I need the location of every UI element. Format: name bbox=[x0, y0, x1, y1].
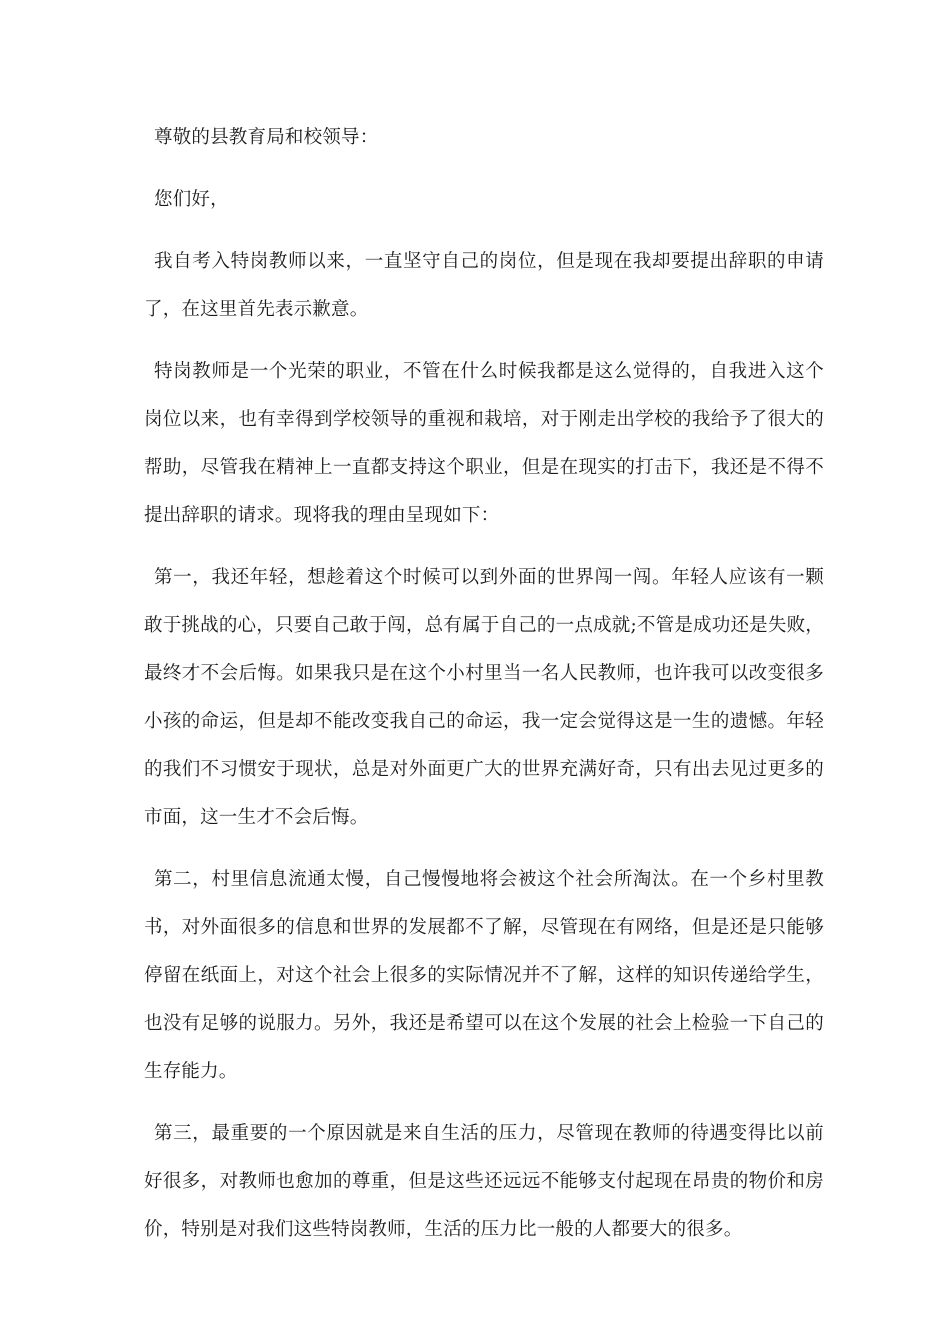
letter-body bbox=[144, 114, 824, 1254]
paragraph-reason-2: 第二，村里信息流通太慢，自己慢慢地将会被这个社会所淘汰。在一个乡村里教书，对外面很多的信息和世界的发展都不了解，尽管现在有网络，但是还是只能够停留在纸面上，对这个社会上很多的实际情况并不了解，这样的知识传递给学生，也没有足够的说服力。另外，我还是希望可以在这个发展的社会上检验一下自己的生存能力。 bbox=[144, 869, 824, 1082]
paragraph-reason-1: 第一，我还年轻，想趁着这个时候可以到外面的世界闯一闯。年轻人应该有一颗敢于挑战的心，只要自己敢于闯，总有属于自己的一点成就;不管是成功还是失败，最终才不会后悔。如果我只是在这个小村里当一名人民教师，也许我可以改变很多小孩的命运，但是却不能改变我自己的命运，我一定会觉得这是一生的遗憾。年轻的我们不习惯安于现状，总是对外面更广大的世界充满好奇，只有出去见过更多的市面，这一生才不会后悔。 bbox=[144, 567, 824, 828]
salutation: 尊敬的县教育局和校领导： bbox=[154, 127, 379, 148]
paragraph-background: 特岗教师是一个光荣的职业，不管在什么时候我都是这么觉得的，自我进入这个岗位以来，也有幸得到学校领导的重视和栽培，对于刚走出学校的我给予了很大的帮助，尽管我在精神上一直都支持这个职业，但是在现实的打击下，我还是不得不提出辞职的请求。现将我的理由呈现如下： bbox=[144, 361, 824, 526]
paragraph-reason-3: 第三，最重要的一个原因就是来自生活的压力，尽管现在教师的待遇变得比以前好很多，对教师也愈加的尊重，但是这些还远远不能够支付起现在昂贵的物价和房价，特别是对我们这些特岗教师，生活的压力比一般的人都要大的很多。 bbox=[144, 1123, 824, 1240]
paragraph-intro: 我自考入特岗教师以来，一直坚守自己的岗位，但是现在我却要提出辞职的申请了，在这里首先表示歉意。 bbox=[144, 251, 824, 320]
greeting: 您们好， bbox=[154, 189, 229, 210]
